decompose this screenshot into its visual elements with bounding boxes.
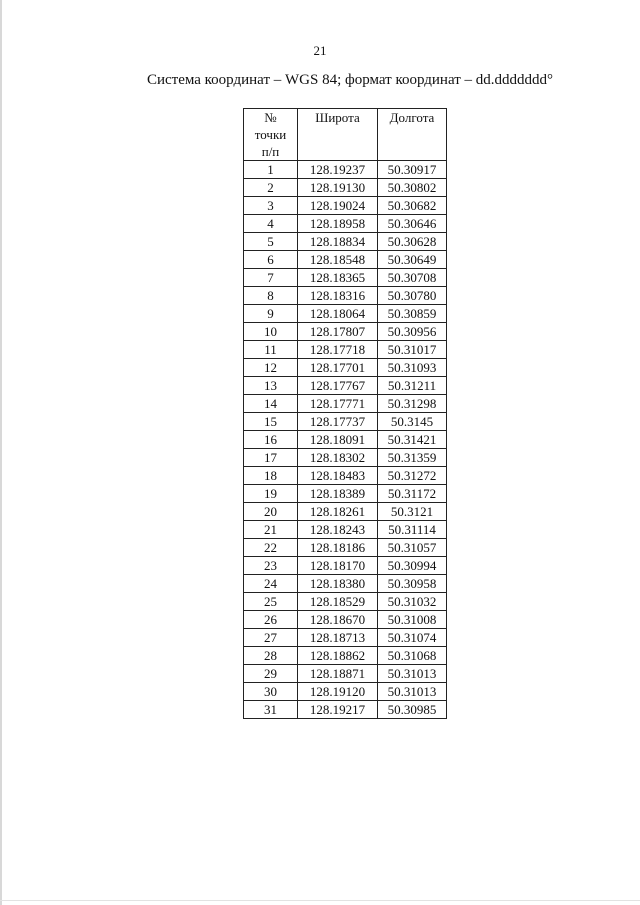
longitude-cell: 50.31057 xyxy=(378,539,447,557)
latitude-cell: 128.18316 xyxy=(298,287,378,305)
point-number-cell: 27 xyxy=(244,629,298,647)
table-row xyxy=(244,305,447,323)
latitude-cell: 128.17701 xyxy=(298,359,378,377)
table-row xyxy=(244,269,447,287)
latitude-cell: 128.18871 xyxy=(298,665,378,683)
scan-bottom-edge xyxy=(0,900,640,901)
header-latitude: Широта xyxy=(298,109,378,161)
longitude-cell: 50.31421 xyxy=(378,431,447,449)
point-number-cell: 12 xyxy=(244,359,298,377)
longitude-cell: 50.3121 xyxy=(378,503,447,521)
table-row xyxy=(244,557,447,575)
longitude-cell: 50.30628 xyxy=(378,233,447,251)
latitude-cell: 128.18958 xyxy=(298,215,378,233)
point-number-cell: 21 xyxy=(244,521,298,539)
table-row xyxy=(244,575,447,593)
header-longitude: Долгота xyxy=(378,109,447,161)
point-number-cell: 7 xyxy=(244,269,298,287)
longitude-cell: 50.31359 xyxy=(378,449,447,467)
table-row xyxy=(244,629,447,647)
longitude-cell: 50.31013 xyxy=(378,683,447,701)
point-number-cell: 24 xyxy=(244,575,298,593)
longitude-cell: 50.31008 xyxy=(378,611,447,629)
latitude-cell: 128.18064 xyxy=(298,305,378,323)
longitude-cell: 50.30859 xyxy=(378,305,447,323)
scan-edge xyxy=(0,0,2,905)
point-number-cell: 9 xyxy=(244,305,298,323)
table-row xyxy=(244,359,447,377)
longitude-cell: 50.31298 xyxy=(378,395,447,413)
header-point-number xyxy=(244,109,298,161)
table-row xyxy=(244,215,447,233)
table-row xyxy=(244,521,447,539)
latitude-cell: 128.18380 xyxy=(298,575,378,593)
point-number-cell: 4 xyxy=(244,215,298,233)
point-number-cell: 3 xyxy=(244,197,298,215)
table-row xyxy=(244,197,447,215)
longitude-cell: 50.30802 xyxy=(378,179,447,197)
longitude-cell: 50.30682 xyxy=(378,197,447,215)
latitude-cell: 128.17737 xyxy=(298,413,378,431)
latitude-cell: 128.18483 xyxy=(298,467,378,485)
latitude-cell: 128.18302 xyxy=(298,449,378,467)
coordinates-table xyxy=(243,108,447,719)
point-number-cell: 14 xyxy=(244,395,298,413)
point-number-cell: 8 xyxy=(244,287,298,305)
point-number-cell: 30 xyxy=(244,683,298,701)
latitude-cell: 128.19130 xyxy=(298,179,378,197)
point-number-cell: 10 xyxy=(244,323,298,341)
table-header-row xyxy=(244,109,447,161)
table-body xyxy=(244,161,447,719)
longitude-cell: 50.31093 xyxy=(378,359,447,377)
table-row xyxy=(244,431,447,449)
point-number-cell: 22 xyxy=(244,539,298,557)
longitude-cell: 50.30958 xyxy=(378,575,447,593)
table-row xyxy=(244,323,447,341)
longitude-cell: 50.3145 xyxy=(378,413,447,431)
longitude-cell: 50.31172 xyxy=(378,485,447,503)
table-row xyxy=(244,377,447,395)
longitude-cell: 50.30985 xyxy=(378,701,447,719)
latitude-cell: 128.17767 xyxy=(298,377,378,395)
longitude-cell: 50.30780 xyxy=(378,287,447,305)
point-number-cell: 18 xyxy=(244,467,298,485)
table-row xyxy=(244,503,447,521)
table-row xyxy=(244,287,447,305)
point-number-cell: 19 xyxy=(244,485,298,503)
latitude-cell: 128.18186 xyxy=(298,539,378,557)
point-number-cell: 16 xyxy=(244,431,298,449)
latitude-cell: 128.18548 xyxy=(298,251,378,269)
latitude-cell: 128.18529 xyxy=(298,593,378,611)
latitude-cell: 128.18261 xyxy=(298,503,378,521)
longitude-cell: 50.31068 xyxy=(378,647,447,665)
table-row xyxy=(244,413,447,431)
table-row xyxy=(244,161,447,179)
latitude-cell: 128.17807 xyxy=(298,323,378,341)
table-row xyxy=(244,647,447,665)
longitude-cell: 50.31017 xyxy=(378,341,447,359)
longitude-cell: 50.31013 xyxy=(378,665,447,683)
point-number-cell: 31 xyxy=(244,701,298,719)
longitude-cell: 50.30646 xyxy=(378,215,447,233)
point-number-cell: 23 xyxy=(244,557,298,575)
point-number-cell: 17 xyxy=(244,449,298,467)
table-row xyxy=(244,467,447,485)
table-row xyxy=(244,233,447,251)
latitude-cell: 128.19217 xyxy=(298,701,378,719)
point-number-cell: 11 xyxy=(244,341,298,359)
latitude-cell: 128.19024 xyxy=(298,197,378,215)
longitude-cell: 50.30917 xyxy=(378,161,447,179)
longitude-cell: 50.31211 xyxy=(378,377,447,395)
table-row xyxy=(244,485,447,503)
table-row xyxy=(244,395,447,413)
longitude-cell: 50.31032 xyxy=(378,593,447,611)
latitude-cell: 128.18170 xyxy=(298,557,378,575)
table-row xyxy=(244,665,447,683)
table-row xyxy=(244,539,447,557)
table-row xyxy=(244,611,447,629)
longitude-cell: 50.31272 xyxy=(378,467,447,485)
point-number-cell: 15 xyxy=(244,413,298,431)
header-point-number-label: № точки п/п xyxy=(254,110,287,159)
longitude-cell: 50.30708 xyxy=(378,269,447,287)
table-row xyxy=(244,449,447,467)
latitude-cell: 128.18834 xyxy=(298,233,378,251)
latitude-cell: 128.18091 xyxy=(298,431,378,449)
table-row xyxy=(244,593,447,611)
point-number-cell: 25 xyxy=(244,593,298,611)
table-row xyxy=(244,683,447,701)
page-number: 21 xyxy=(313,43,327,58)
point-number-cell: 29 xyxy=(244,665,298,683)
point-number-cell: 2 xyxy=(244,179,298,197)
point-number-cell: 6 xyxy=(244,251,298,269)
latitude-cell: 128.18670 xyxy=(298,611,378,629)
table-row xyxy=(244,701,447,719)
table-row xyxy=(244,179,447,197)
longitude-cell: 50.30649 xyxy=(378,251,447,269)
point-number-cell: 28 xyxy=(244,647,298,665)
point-number-cell: 13 xyxy=(244,377,298,395)
point-number-cell: 5 xyxy=(244,233,298,251)
longitude-cell: 50.31114 xyxy=(378,521,447,539)
longitude-cell: 50.30994 xyxy=(378,557,447,575)
point-number-cell: 1 xyxy=(244,161,298,179)
table-row xyxy=(244,251,447,269)
latitude-cell: 128.18365 xyxy=(298,269,378,287)
coordinate-system-caption: Система координат – WGS 84; формат координат – dd.ddddddd° xyxy=(146,72,554,88)
latitude-cell: 128.19237 xyxy=(298,161,378,179)
longitude-cell: 50.31074 xyxy=(378,629,447,647)
latitude-cell: 128.19120 xyxy=(298,683,378,701)
point-number-cell: 26 xyxy=(244,611,298,629)
latitude-cell: 128.18389 xyxy=(298,485,378,503)
latitude-cell: 128.18713 xyxy=(298,629,378,647)
latitude-cell: 128.17771 xyxy=(298,395,378,413)
point-number-cell: 20 xyxy=(244,503,298,521)
table-row xyxy=(244,341,447,359)
latitude-cell: 128.17718 xyxy=(298,341,378,359)
latitude-cell: 128.18243 xyxy=(298,521,378,539)
longitude-cell: 50.30956 xyxy=(378,323,447,341)
latitude-cell: 128.18862 xyxy=(298,647,378,665)
